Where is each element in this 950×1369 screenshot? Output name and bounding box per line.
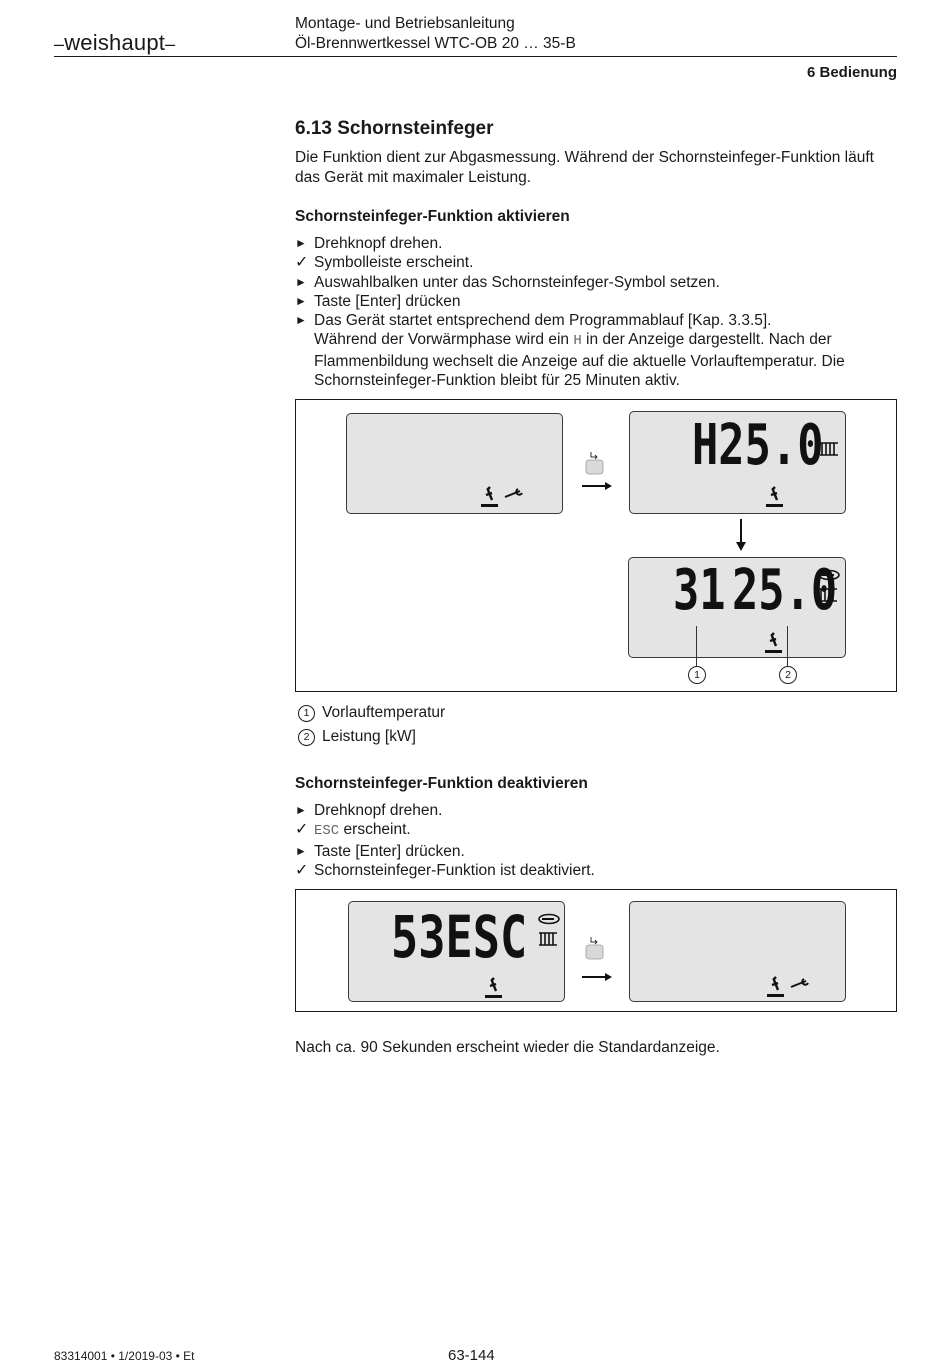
lcd-display-esc [348,901,565,1002]
list-item: ► Drehknopf drehen. [295,802,443,819]
list-item: ► Taste [Enter] drücken [295,292,461,310]
activate-steps [295,234,895,390]
list-item: ✓ ESC erscheint. [295,821,411,840]
chapter-label: 6 Bedienung [806,64,897,81]
header-divider [54,56,897,57]
lcd-display-preheat [629,411,846,514]
callout-line-1 [696,626,697,666]
section-title: 6.13 Schornsteinfeger [295,118,494,139]
chimney-sweep-icon [762,630,786,656]
document-reference: 83314001 • 1/2019-03 • Et [54,1349,195,1363]
callout-line-2 [787,626,788,666]
chimney-sweep-icon [482,975,506,1001]
activate-heading: Schornsteinfeger-Funktion aktivieren [295,208,570,225]
display-value-h250: H25.0 [692,413,824,478]
legend-item-2: 2 Leistung [kW] [298,728,416,746]
list-item: ► Taste [Enter] drücken. [295,842,465,860]
arrow-down-icon [734,518,748,554]
chimney-sweep-wrench-icon [764,974,824,1000]
radiator-icon [818,586,838,604]
lcd-display-standard [346,413,563,514]
deactivate-heading: Schornsteinfeger-Funktion deaktivieren [295,775,588,792]
product-name: Öl-Brennwertkessel WTC-OB 20 … 35-B [295,35,576,52]
enter-knob-icon [581,935,621,985]
callout-2: 2 [779,666,797,684]
chimney-sweep-icon [763,484,787,510]
chimney-sweep-wrench-icon [478,484,538,510]
list-item: ✓ Schornsteinfeger-Funktion ist deaktiviert. [295,861,595,879]
list-item: ► Auswahlbalken unter das Schornsteinfeger-Symbol setzen. [295,273,720,291]
radiator-icon [538,930,558,948]
enter-knob-icon [581,450,621,500]
callout-1: 1 [688,666,706,684]
legend-item-1: 1 Vorlauftemperatur [298,704,445,722]
lcd-display-operation [628,557,846,658]
display-value-power: 25.0 [732,558,838,623]
document-title: Montage- und Betriebsanleitung [295,15,515,32]
page-number: 63-144 [448,1347,495,1364]
list-item: ► Drehknopf drehen. [295,235,443,252]
flame-icon [538,913,562,925]
brand-logo: –weishaupt– [54,30,176,55]
lcd-display-standard [629,901,846,1002]
radiator-icon [819,440,839,458]
display-value-esc: 53ESC [391,903,528,971]
code-h: H [573,333,582,350]
closing-text: Nach ca. 90 Sekunden erscheint wieder die Standardanzeige. [295,1039,720,1056]
display-value-flow-temp: 31 [673,558,726,623]
section-intro: Die Funktion dient zur Abgasmessung. Während der Schornsteinfeger-Funktion läuft das Gerät mit maximaler Leistung. [295,149,874,186]
flame-icon [818,569,842,581]
list-item: ► Das Gerät startet entsprechend dem Programmablauf [Kap. 3.3.5]. Während der Vorwärmphase wird ein H in der Anzeige dargestellt. Nach der Flammenbildung wechselt die Anzeige auf die aktuelle Vorlauftemperatur. Die Schornsteinfeger-Funktion bleibt für 25 Minuten aktiv. [295,312,845,390]
figure-deactivation [295,889,897,1012]
list-item: ✓ Symbolleiste erscheint. [295,254,474,272]
deactivate-steps [295,801,895,880]
figure-activation [295,399,897,692]
code-esc: ESC [314,823,340,840]
